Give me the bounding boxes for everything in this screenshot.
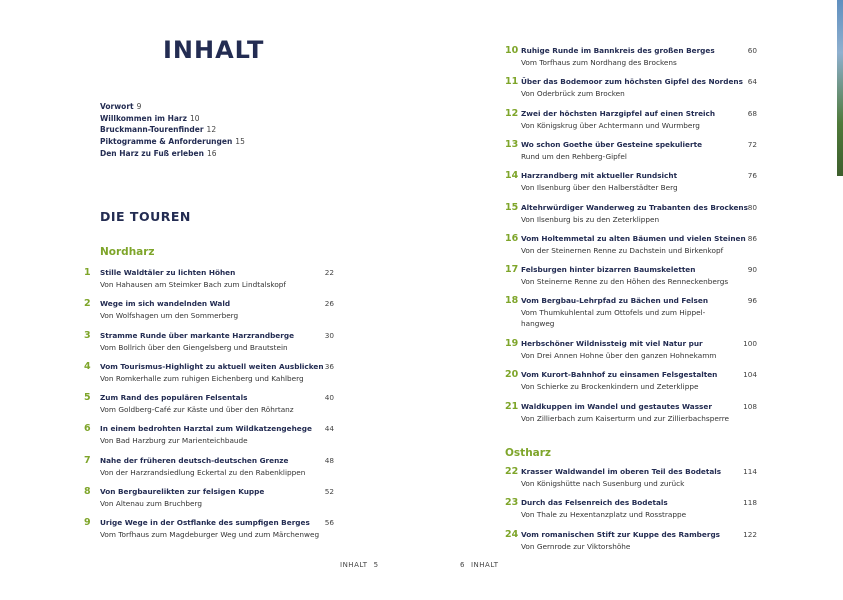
tour-page: 86 xyxy=(747,234,757,243)
front-matter-page: 10 xyxy=(190,113,200,123)
tour-subtitle: Vom Thumkuhlental zum Ottofels und zum Hippel-hangweg xyxy=(521,308,706,328)
tour-subtitle: Von der Steinernen Renne zu Dachstein und Birkenkopf xyxy=(521,246,724,255)
tour-entry[interactable] xyxy=(505,265,761,293)
tour-page: 76 xyxy=(747,171,757,180)
tour-subtitle: Von Thale zu Hexentanzplatz und Rosstrappe xyxy=(521,510,687,519)
tour-entry[interactable] xyxy=(505,467,761,495)
tour-page: 26 xyxy=(324,299,334,308)
tour-subtitle: Von Zillierbach zum Kaiserturm und zur Zillierbachsperre xyxy=(521,414,730,423)
tour-entry[interactable] xyxy=(84,518,338,546)
tour-subtitle: Von der Harzrandsiedlung Eckertal zu den Rabenklippen xyxy=(100,468,306,477)
tour-page: 80 xyxy=(747,203,757,212)
tour-title: Durch das Felsenreich des Bodetals xyxy=(521,498,668,507)
tour-title: Krasser Waldwandel im oberen Teil des Bodetals xyxy=(521,467,722,476)
page-title: INHALT xyxy=(163,36,265,64)
tour-number: 19 xyxy=(505,338,519,349)
tour-entry[interactable] xyxy=(505,171,761,199)
tour-title: In einem bedrohten Harztal zum Wildkatzengehege xyxy=(100,424,312,433)
tour-number: 16 xyxy=(505,233,519,244)
tour-number: 17 xyxy=(505,264,519,275)
front-matter-page: 16 xyxy=(206,148,217,158)
tour-number: 7 xyxy=(84,455,91,466)
tour-number: 23 xyxy=(505,497,519,508)
tour-subtitle: Von Bad Harzburg zur Marienteichbaude xyxy=(100,436,248,445)
footer-label: INHALT xyxy=(470,561,499,569)
tour-title: Von Bergbaurelikten zur felsigen Kuppe xyxy=(100,487,265,496)
edge-photo-strip xyxy=(837,0,843,176)
tour-number: 8 xyxy=(84,486,91,497)
front-matter-item[interactable] xyxy=(100,113,245,125)
page-footer xyxy=(340,561,379,569)
tour-page: 122 xyxy=(743,530,757,539)
tour-subtitle: Von Oderbrück zum Brocken xyxy=(521,89,625,98)
tour-number: 3 xyxy=(84,330,91,341)
front-matter-label: Willkommen im Harz xyxy=(100,113,187,123)
tour-page: 40 xyxy=(324,393,334,402)
tour-entry[interactable] xyxy=(84,299,338,327)
tour-title: Vom Holtemmetal zu alten Bäumen und vielen Steinen xyxy=(521,234,746,243)
tour-title: Harzrandberg mit aktueller Rundsicht xyxy=(521,171,678,180)
tour-number: 13 xyxy=(505,139,519,150)
tour-subtitle: Von Steinerne Renne zu den Höhen des Renneckenbergs xyxy=(521,277,729,286)
tour-page: 96 xyxy=(747,296,757,305)
tour-entry[interactable] xyxy=(505,46,761,74)
tour-title: Wege im sich wandelnden Wald xyxy=(100,299,231,308)
tour-page: 104 xyxy=(743,370,757,379)
front-matter-page: 12 xyxy=(206,125,217,135)
tour-entry[interactable] xyxy=(505,140,761,168)
tour-subtitle: Von Wolfshagen um den Sommerberg xyxy=(100,311,239,320)
tour-title: Urige Wege in der Ostflanke des sumpfigen Berges xyxy=(100,518,310,527)
section-heading: DIE TOUREN xyxy=(100,209,191,224)
tour-title: Vom Kurort-Bahnhof zu einsamen Felsgestalten xyxy=(521,370,718,379)
tour-number: 11 xyxy=(505,76,519,87)
tour-number: 15 xyxy=(505,202,519,213)
tour-entry[interactable] xyxy=(84,362,338,390)
tour-subtitle: Von Schierke zu Brockenkindern und Zeterklippe xyxy=(521,382,699,391)
tour-page: 114 xyxy=(743,467,757,476)
tour-title: Nahe der früheren deutsch-deutschen Grenze xyxy=(100,456,289,465)
right-page xyxy=(421,0,843,600)
tour-title: Vom romanischen Stift zur Kuppe des Rambergs xyxy=(521,530,721,539)
tour-number: 24 xyxy=(505,529,519,540)
tour-entry[interactable] xyxy=(84,424,338,452)
front-matter-page: 15 xyxy=(235,137,245,147)
page-footer xyxy=(460,561,499,569)
tour-number: 21 xyxy=(505,401,519,412)
tour-subtitle: Von Romkerhalle zum ruhigen Eichenberg und Kahlberg xyxy=(100,374,304,383)
front-matter-item[interactable] xyxy=(100,101,245,113)
tour-subtitle: Von Ilsenburg über den Halberstädter Berg xyxy=(521,183,678,192)
tour-title: Herbschöner Wildnissteig mit viel Natur pur xyxy=(521,339,703,348)
tour-title: Felsburgen hinter bizarren Baumskeletten xyxy=(521,265,696,274)
tour-entry[interactable] xyxy=(505,370,761,398)
page-number: 5 xyxy=(373,561,379,569)
tour-page: 56 xyxy=(324,518,334,527)
tour-entry[interactable] xyxy=(84,456,338,484)
tour-entry[interactable] xyxy=(84,487,338,515)
tour-number: 4 xyxy=(84,361,91,372)
footer-label: INHALT xyxy=(340,561,368,569)
tour-subtitle: Von Ilsenburg bis zu den Zeterklippen xyxy=(521,215,660,224)
tour-title: Zwei der höchsten Harzgipfel auf einen Streich xyxy=(521,109,716,118)
tour-subtitle: Rund um den Rehberg-Gipfel xyxy=(521,152,627,161)
tour-page: 36 xyxy=(324,362,334,371)
tour-subtitle: Vom Bollrich über den Giengelsberg und Brautstein xyxy=(100,343,288,352)
front-matter-label: Vorwort xyxy=(100,102,134,111)
tour-page: 100 xyxy=(743,339,757,348)
front-matter-item[interactable] xyxy=(100,136,245,148)
tour-page: 64 xyxy=(747,77,757,86)
tour-title: Waldkuppen im Wandel und gestautes Wasser xyxy=(521,402,712,411)
tour-number: 12 xyxy=(505,108,519,119)
tour-number: 2 xyxy=(84,298,91,309)
tour-title: Vom Bergbau-Lehrpfad zu Bächen und Felsen xyxy=(521,296,709,305)
tour-number: 22 xyxy=(505,466,519,477)
tour-page: 30 xyxy=(324,331,334,340)
tour-number: 14 xyxy=(505,170,519,181)
tour-page: 118 xyxy=(743,498,757,507)
tour-title: Wo schon Goethe über Gesteine spekulierte xyxy=(521,140,703,149)
tour-entry[interactable] xyxy=(84,393,338,421)
tour-title: Zum Rand des populären Felsentals xyxy=(100,393,248,402)
front-matter-item[interactable] xyxy=(100,124,245,136)
tour-subtitle: Von Hahausen am Steimker Bach zum Lindtalskopf xyxy=(100,280,286,289)
tour-entry[interactable] xyxy=(505,498,761,526)
tour-subtitle: Vom Torfhaus zum Nordhang des Brockens xyxy=(521,58,677,67)
tour-number: 6 xyxy=(84,423,91,434)
front-matter-label: Bruckmann-Tourenfinder xyxy=(100,125,204,135)
tour-page: 108 xyxy=(743,402,757,411)
tour-title: Stille Waldtäler zu lichten Höhen xyxy=(100,268,236,277)
tour-page: 72 xyxy=(747,140,757,149)
tour-page: 44 xyxy=(324,424,334,433)
tour-page: 48 xyxy=(324,456,334,465)
tour-entry[interactable] xyxy=(505,77,761,105)
tour-page: 52 xyxy=(324,487,334,496)
tour-subtitle: Von Drei Annen Hohne über den ganzen Hohnekamm xyxy=(521,351,717,360)
tour-number: 1 xyxy=(84,267,91,278)
front-matter-label: Den Harz zu Fuß erleben xyxy=(100,148,204,158)
tour-page: 90 xyxy=(747,265,757,274)
tour-title: Vom Tourismus-Highlight zu aktuell weiten Ausblicken xyxy=(100,362,324,371)
tour-entry[interactable] xyxy=(505,402,761,430)
tour-entry[interactable] xyxy=(84,331,338,359)
tour-entry[interactable] xyxy=(505,203,761,231)
tour-subtitle: Von Altenau zum Bruchberg xyxy=(100,499,203,508)
front-matter-item[interactable] xyxy=(100,148,245,160)
tour-subtitle: Von Königskrug über Achtermann und Wurmberg xyxy=(521,121,700,130)
tour-entry[interactable] xyxy=(505,109,761,137)
region-heading-ostharz: Ostharz xyxy=(505,447,552,459)
tour-page: 68 xyxy=(747,109,757,118)
tour-title: Über das Bodemoor zum höchsten Gipfel des Nordens xyxy=(521,77,743,86)
front-matter-label: Piktogramme & Anforderungen xyxy=(100,137,233,147)
tour-subtitle: Von Königshütte nach Susenburg und zurück xyxy=(521,479,685,488)
tour-page: 22 xyxy=(324,268,334,277)
tour-entry[interactable] xyxy=(505,295,761,328)
left-page xyxy=(0,0,421,600)
tour-entry[interactable] xyxy=(84,268,338,296)
tour-title: Stramme Runde über markante Harzrandberge xyxy=(100,331,295,340)
tour-entry[interactable] xyxy=(505,234,761,262)
tour-entry[interactable] xyxy=(505,339,761,367)
tour-number: 9 xyxy=(84,517,91,528)
tour-title: Altehrwürdiger Wanderweg zu Trabanten des Brockens xyxy=(521,203,748,212)
tour-subtitle: Von Gernrode zur Viktorshöhe xyxy=(521,542,631,551)
tour-title: Ruhige Runde im Bannkreis des großen Berges xyxy=(521,46,715,55)
tour-page: 60 xyxy=(747,46,757,55)
tour-number: 5 xyxy=(84,392,91,403)
tour-subtitle: Vom Torfhaus zum Magdeburger Weg und zum Märchenweg xyxy=(100,530,320,539)
front-matter-list xyxy=(100,101,245,160)
tour-subtitle: Vom Goldberg-Café zur Käste und über den Röhrtanz xyxy=(100,405,294,414)
front-matter-page: 9 xyxy=(136,102,142,111)
tour-number: 18 xyxy=(505,295,519,306)
region-heading-nordharz: Nordharz xyxy=(100,246,155,258)
tour-number: 10 xyxy=(505,45,519,56)
tour-number: 20 xyxy=(505,369,519,380)
page-number: 6 xyxy=(460,561,465,569)
tour-entry[interactable] xyxy=(505,530,761,558)
